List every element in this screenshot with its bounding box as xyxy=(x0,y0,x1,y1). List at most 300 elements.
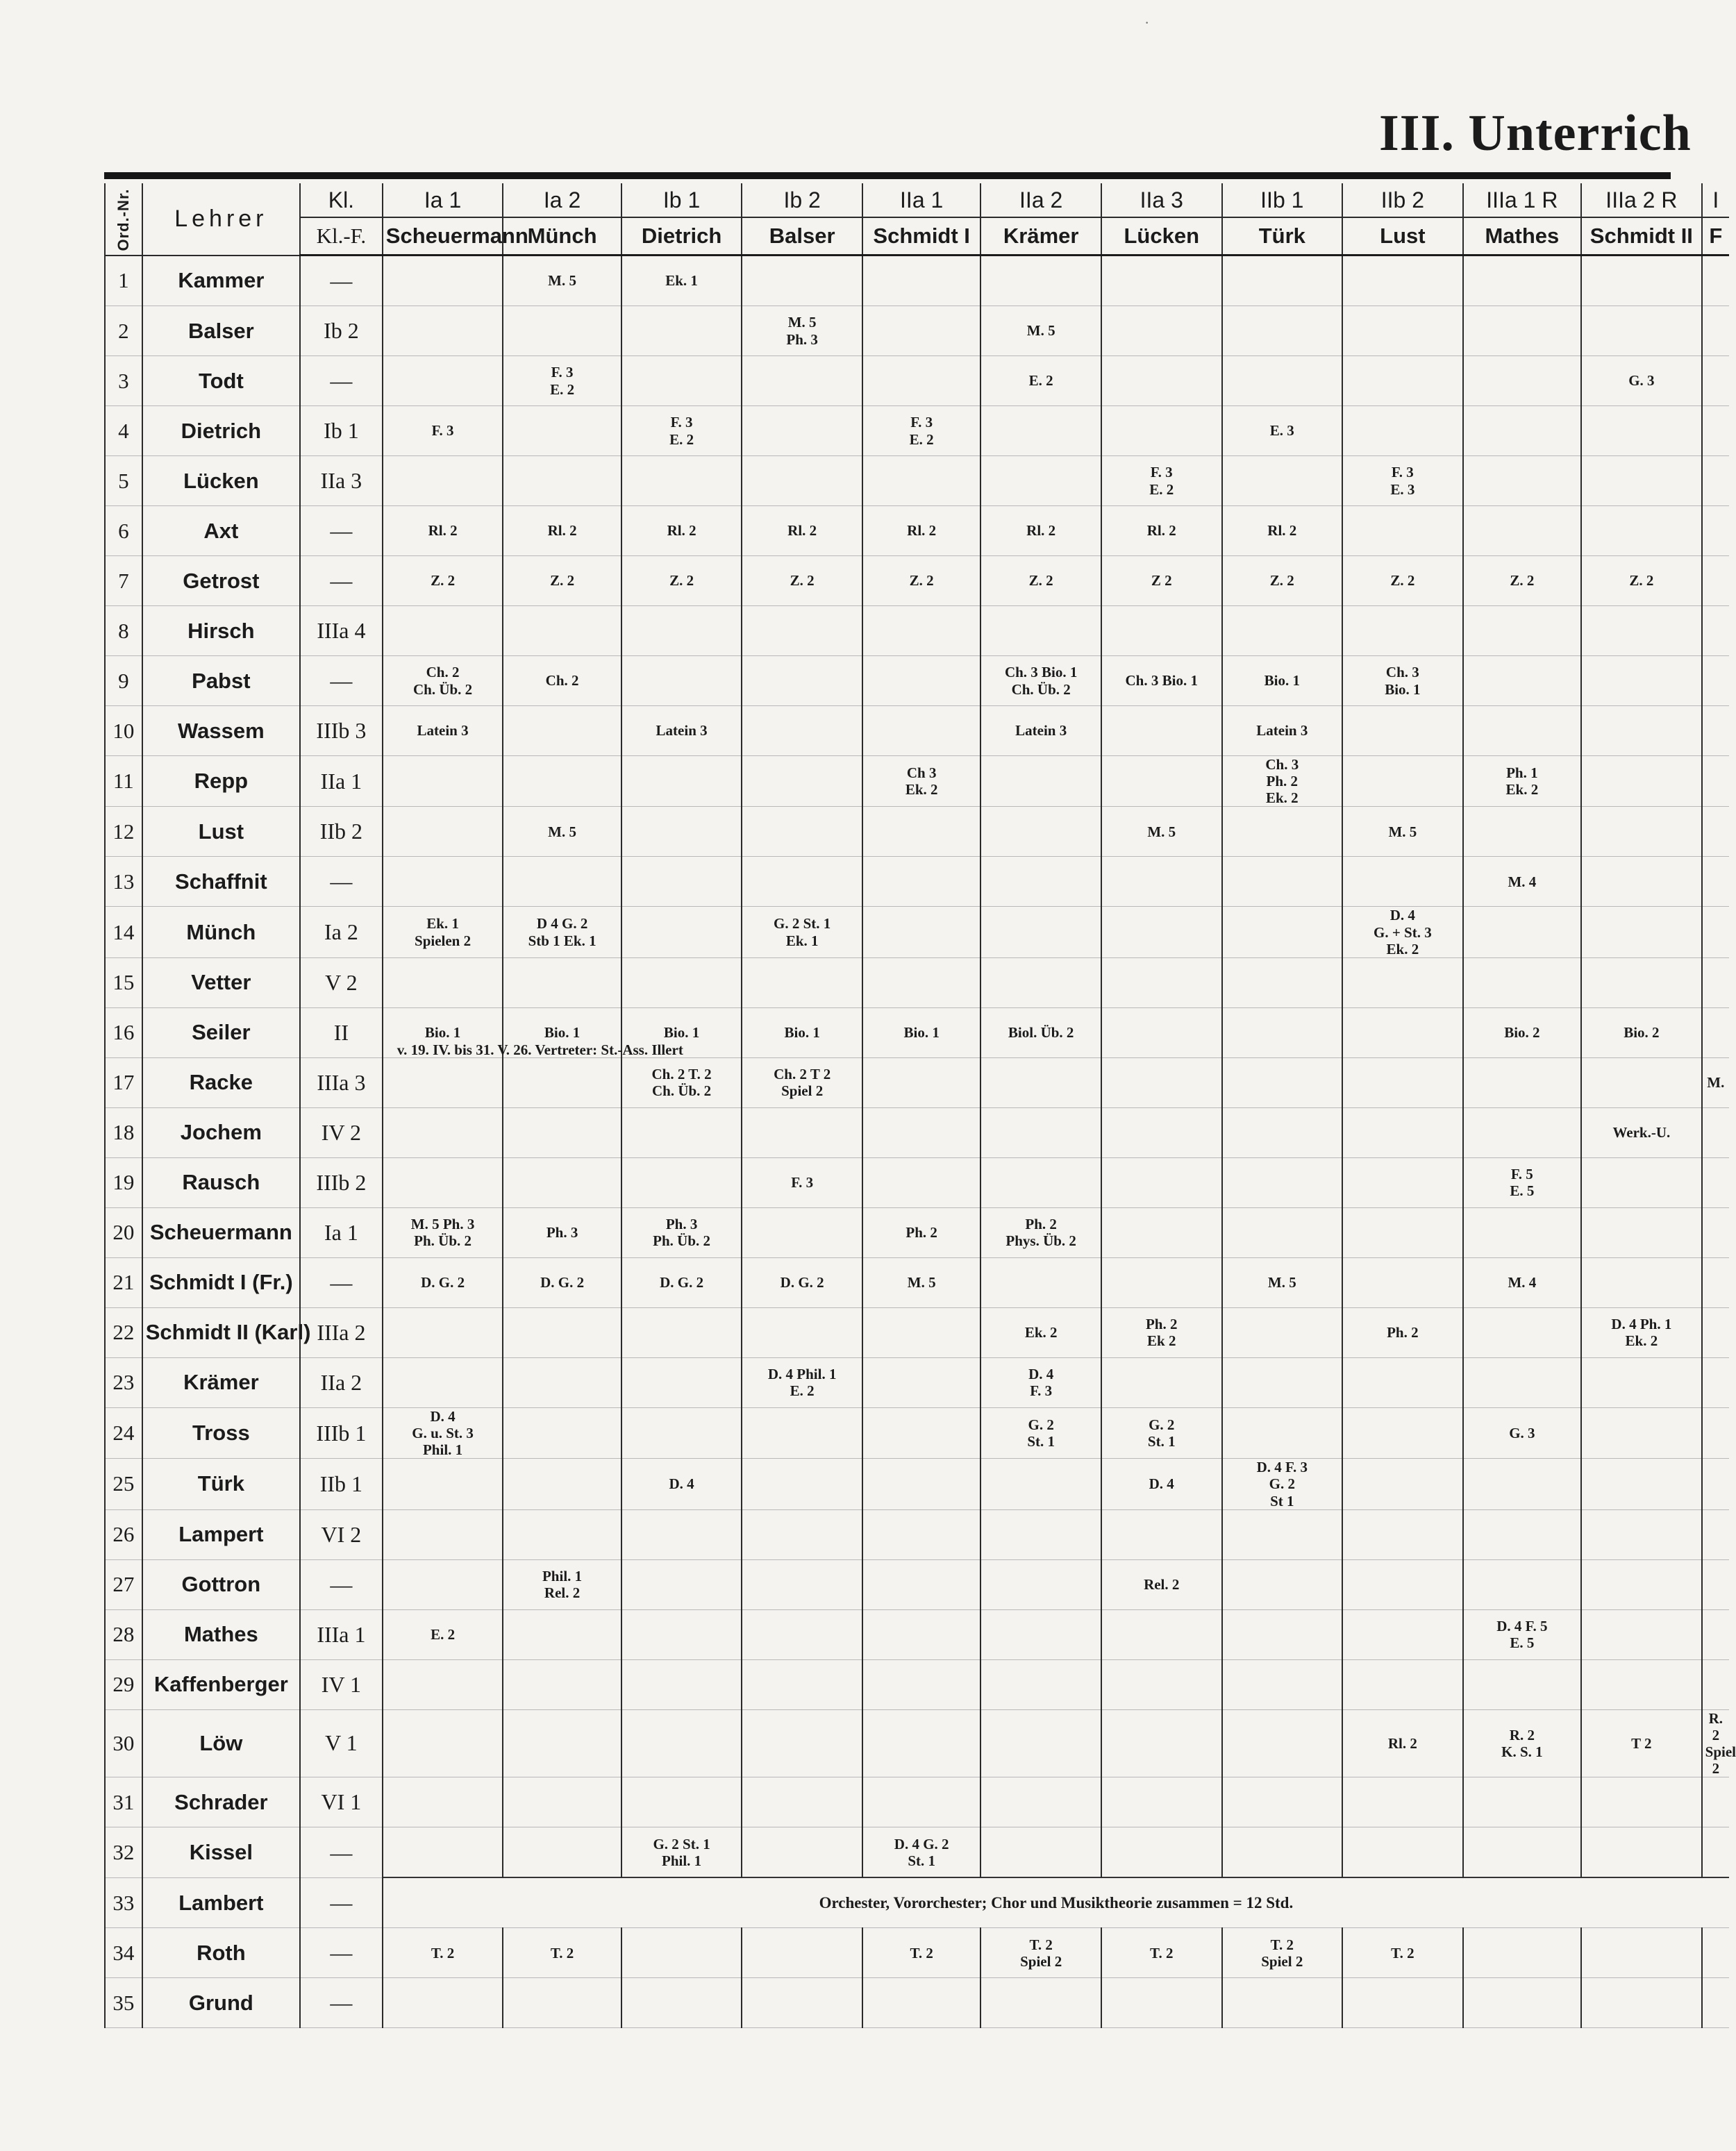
lesson-cell xyxy=(1222,1609,1343,1659)
lesson-cell xyxy=(980,456,1101,506)
lesson-cell xyxy=(503,1609,621,1659)
lesson-cell xyxy=(1702,656,1729,706)
lesson-cell: M. 5 xyxy=(980,306,1101,356)
lesson-cell xyxy=(1101,1509,1222,1559)
lesson-cell: Ch. 3 Ph. 2 Ek. 2 xyxy=(1222,756,1343,807)
lesson-cell xyxy=(862,1407,980,1458)
lesson-cell xyxy=(621,656,742,706)
lesson-cell xyxy=(1702,1007,1729,1057)
form-class: — xyxy=(300,556,383,606)
teacher-name: Lambert xyxy=(142,1877,300,1928)
lesson-cell xyxy=(862,1609,980,1659)
lesson-cell: Rel. 2 xyxy=(1101,1559,1222,1609)
ord-nr: 23 xyxy=(105,1357,142,1407)
lesson-cell: G. 2 St. 1 xyxy=(980,1407,1101,1458)
lesson-cell xyxy=(1101,1827,1222,1878)
lesson-cell: Rl. 2 xyxy=(503,506,621,556)
lesson-cell xyxy=(621,957,742,1007)
lesson-cell: D. 4 Ph. 1 Ek. 2 xyxy=(1581,1307,1702,1357)
lesson-cell xyxy=(621,907,742,957)
lesson-cell xyxy=(1342,506,1463,556)
lesson-cell: Z. 2 xyxy=(1342,556,1463,606)
ord-nr: 10 xyxy=(105,706,142,756)
kl-header: Kl. xyxy=(300,183,383,217)
lesson-cell: E. 2 xyxy=(383,1609,503,1659)
ord-nr: 25 xyxy=(105,1459,142,1509)
lesson-cell xyxy=(1702,1978,1729,2028)
lesson-cell: G. 2 St. 1 Phil. 1 xyxy=(621,1827,742,1878)
lesson-cell xyxy=(1342,1609,1463,1659)
form-class: Ib 1 xyxy=(300,406,383,456)
lesson-cell xyxy=(862,1559,980,1609)
lesson-cell xyxy=(1702,356,1729,406)
lesson-cell xyxy=(980,1659,1101,1709)
form-teacher-header: Mathes xyxy=(1463,217,1581,256)
teacher-name: Krämer xyxy=(142,1357,300,1407)
lesson-cell xyxy=(1581,1609,1702,1659)
lesson-cell: D. G. 2 xyxy=(621,1257,742,1307)
lesson-cell: D. 4 F. 3 G. 2 St 1 xyxy=(1222,1459,1343,1509)
lesson-cell xyxy=(1702,1157,1729,1207)
lesson-cell xyxy=(1463,1357,1581,1407)
lesson-cell xyxy=(503,857,621,907)
lesson-cell xyxy=(742,756,862,807)
teacher-name: Scheuermann xyxy=(142,1207,300,1257)
lesson-cell xyxy=(862,807,980,857)
lesson-cell xyxy=(980,1057,1101,1107)
ord-nr: 31 xyxy=(105,1777,142,1827)
lesson-cell xyxy=(1101,1257,1222,1307)
lesson-cell xyxy=(1101,1978,1222,2028)
lesson-cell xyxy=(1222,256,1343,306)
lesson-cell xyxy=(742,857,862,907)
lesson-cell: R. 2 Spiel 2 xyxy=(1702,1709,1729,1777)
lesson-distribution-table xyxy=(104,183,1736,2028)
lesson-cell xyxy=(1702,606,1729,656)
lesson-cell: D. 4 F. 3 xyxy=(980,1357,1101,1407)
lesson-cell xyxy=(621,1777,742,1827)
lesson-cell xyxy=(1222,456,1343,506)
lesson-cell xyxy=(1101,1057,1222,1107)
lesson-cell xyxy=(1702,756,1729,807)
teacher-name: Grund xyxy=(142,1978,300,2028)
form-class: IIIb 1 xyxy=(300,1407,383,1458)
lesson-cell xyxy=(503,1509,621,1559)
lesson-cell xyxy=(1702,1107,1729,1157)
lesson-cell xyxy=(980,957,1101,1007)
lesson-cell: Bio. 1 xyxy=(1222,656,1343,706)
lesson-cell: Ch. 3 Bio. 1 xyxy=(1342,656,1463,706)
lesson-cell xyxy=(1581,1157,1702,1207)
ord-nr: 1 xyxy=(105,256,142,306)
ord-nr: 15 xyxy=(105,957,142,1007)
lesson-cell xyxy=(1222,1107,1343,1157)
lesson-cell xyxy=(1581,1509,1702,1559)
lesson-cell xyxy=(1342,1509,1463,1559)
lesson-cell xyxy=(1101,1157,1222,1207)
ordnr-header: Ord.-Nr. xyxy=(105,183,142,256)
lesson-cell xyxy=(1101,756,1222,807)
teacher-name: Axt xyxy=(142,506,300,556)
lesson-cell: T. 2 Spiel 2 xyxy=(1222,1928,1343,1978)
form-class: IIIa 4 xyxy=(300,606,383,656)
lesson-cell xyxy=(383,756,503,807)
lesson-cell xyxy=(1702,1307,1729,1357)
lesson-cell: M. 5 xyxy=(1342,807,1463,857)
lesson-cell xyxy=(1581,1407,1702,1458)
lesson-cell xyxy=(1342,256,1463,306)
lesson-cell xyxy=(980,1459,1101,1509)
lesson-cell: Z. 2 xyxy=(383,556,503,606)
lesson-cell: M. 4 xyxy=(1463,1257,1581,1307)
lesson-cell xyxy=(503,1157,621,1207)
ord-nr: 33 xyxy=(105,1877,142,1928)
lesson-cell: D. 4 G. + St. 3 Ek. 2 xyxy=(1342,907,1463,957)
lesson-cell xyxy=(1463,1509,1581,1559)
class-header: IIb 1 xyxy=(1222,183,1343,217)
lesson-cell xyxy=(1463,506,1581,556)
lesson-cell xyxy=(383,1057,503,1107)
lesson-cell xyxy=(980,256,1101,306)
ord-nr: 8 xyxy=(105,606,142,656)
lesson-cell xyxy=(862,356,980,406)
lesson-cell xyxy=(1101,606,1222,656)
lesson-cell xyxy=(621,1928,742,1978)
form-teacher-header: Krämer xyxy=(980,217,1101,256)
lesson-cell xyxy=(503,1459,621,1509)
lesson-cell: T. 2 xyxy=(1101,1928,1222,1978)
lesson-cell xyxy=(1702,1609,1729,1659)
lesson-cell xyxy=(1222,1357,1343,1407)
form-class: IV 1 xyxy=(300,1659,383,1709)
lesson-cell xyxy=(742,706,862,756)
lesson-cell xyxy=(1101,1709,1222,1777)
lesson-cell xyxy=(862,706,980,756)
form-class: — xyxy=(300,356,383,406)
lesson-cell: Rl. 2 xyxy=(1101,506,1222,556)
lesson-cell xyxy=(742,1307,862,1357)
lesson-cell xyxy=(383,857,503,907)
lesson-cell xyxy=(980,1777,1101,1827)
ord-nr: 29 xyxy=(105,1659,142,1709)
ord-nr: 16 xyxy=(105,1007,142,1057)
lesson-cell: T. 2 xyxy=(383,1928,503,1978)
form-class: VI 1 xyxy=(300,1777,383,1827)
ord-nr: 34 xyxy=(105,1928,142,1978)
lesson-cell xyxy=(862,1459,980,1509)
teacher-row xyxy=(105,1509,1729,1559)
ord-nr: 18 xyxy=(105,1107,142,1157)
teacher-row xyxy=(105,1257,1729,1307)
lesson-cell xyxy=(980,1709,1101,1777)
lesson-cell: D. 4 G. 2 St. 1 xyxy=(862,1827,980,1878)
lesson-cell xyxy=(742,1928,862,1978)
lesson-cell xyxy=(980,907,1101,957)
lesson-cell xyxy=(1581,1659,1702,1709)
lesson-cell: Ch. 2 T 2 Spiel 2 xyxy=(742,1057,862,1107)
lesson-cell xyxy=(862,256,980,306)
teacher-name: Getrost xyxy=(142,556,300,606)
teacher-row xyxy=(105,506,1729,556)
lesson-cell xyxy=(621,1357,742,1407)
lesson-cell xyxy=(1222,1978,1343,2028)
lesson-cell: Bio. 1 xyxy=(503,1007,621,1057)
lesson-cell xyxy=(1222,306,1343,356)
lesson-cell xyxy=(1581,857,1702,907)
lesson-cell xyxy=(1463,957,1581,1007)
teacher-row xyxy=(105,1207,1729,1257)
lesson-cell xyxy=(1581,656,1702,706)
teacher-row xyxy=(105,1057,1729,1107)
lesson-cell xyxy=(383,1978,503,2028)
ord-nr: 17 xyxy=(105,1057,142,1107)
lesson-cell: Z. 2 xyxy=(503,556,621,606)
teacher-row xyxy=(105,1307,1729,1357)
lesson-cell: E. 2 xyxy=(980,356,1101,406)
lesson-cell xyxy=(980,1509,1101,1559)
lesson-cell: D. 4 xyxy=(621,1459,742,1509)
lesson-cell xyxy=(503,1357,621,1407)
lesson-cell xyxy=(862,1307,980,1357)
lesson-cell xyxy=(742,1509,862,1559)
class-header: IIIa 1 R xyxy=(1463,183,1581,217)
lesson-cell xyxy=(1463,356,1581,406)
lesson-cell xyxy=(862,907,980,957)
teacher-name: Racke xyxy=(142,1057,300,1107)
lesson-cell: D. 4 G. u. St. 3 Phil. 1 xyxy=(383,1407,503,1458)
lesson-cell xyxy=(1463,456,1581,506)
lesson-cell: Bio. 2 xyxy=(1581,1007,1702,1057)
lesson-cell xyxy=(862,606,980,656)
lesson-cell: Ch. 3 Bio. 1 Ch. Üb. 2 xyxy=(980,656,1101,706)
lesson-cell: Bio. 1 v. 19. IV. bis 31. V. 26. Vertreter: St.-Ass. Illert xyxy=(383,1007,503,1057)
lesson-cell xyxy=(1342,1207,1463,1257)
ord-nr: 2 xyxy=(105,306,142,356)
lesson-cell: Ek. 2 xyxy=(980,1307,1101,1357)
teacher-name: Dietrich xyxy=(142,406,300,456)
teacher-name: Vetter xyxy=(142,957,300,1007)
lesson-cell xyxy=(503,406,621,456)
lesson-cell xyxy=(1702,406,1729,456)
ord-nr: 13 xyxy=(105,857,142,907)
lesson-cell xyxy=(742,456,862,506)
lesson-cell: G. 3 xyxy=(1581,356,1702,406)
lesson-cell xyxy=(383,1777,503,1827)
lesson-cell xyxy=(503,957,621,1007)
lesson-cell xyxy=(742,406,862,456)
lesson-cell xyxy=(742,1559,862,1609)
lesson-cell xyxy=(980,1157,1101,1207)
lesson-cell xyxy=(742,1609,862,1659)
lesson-cell xyxy=(862,1777,980,1827)
teacher-name: Kammer xyxy=(142,256,300,306)
lesson-cell xyxy=(1702,1559,1729,1609)
lesson-cell xyxy=(1702,556,1729,606)
lesson-cell xyxy=(980,1257,1101,1307)
form-class: IIIa 3 xyxy=(300,1057,383,1107)
lesson-cell xyxy=(1702,506,1729,556)
lesson-cell: F. 3 E. 2 xyxy=(862,406,980,456)
lesson-cell xyxy=(1581,1559,1702,1609)
lesson-cell xyxy=(1702,1928,1729,1978)
lesson-cell xyxy=(1222,857,1343,907)
lesson-cell xyxy=(1222,1777,1343,1827)
form-teacher-header: Türk xyxy=(1222,217,1343,256)
lesson-cell xyxy=(980,756,1101,807)
form-class: — xyxy=(300,1978,383,2028)
lesson-cell xyxy=(1222,1559,1343,1609)
teacher-row xyxy=(105,1777,1729,1827)
lesson-cell xyxy=(383,1157,503,1207)
lesson-cell: Bio. 1 xyxy=(862,1007,980,1057)
lesson-cell: G. 2 St. 1 xyxy=(1101,1407,1222,1458)
ord-nr: 21 xyxy=(105,1257,142,1307)
lesson-cell xyxy=(503,1659,621,1709)
lesson-cell xyxy=(1702,907,1729,957)
lesson-cell: Ek. 1 xyxy=(621,256,742,306)
teacher-row xyxy=(105,556,1729,606)
lesson-cell xyxy=(1702,256,1729,306)
lesson-cell xyxy=(621,356,742,406)
lesson-cell xyxy=(1463,306,1581,356)
lesson-cell xyxy=(1581,1057,1702,1107)
teacher-row xyxy=(105,957,1729,1007)
lesson-cell: D. G. 2 xyxy=(383,1257,503,1307)
form-class: Ia 2 xyxy=(300,907,383,957)
lesson-cell xyxy=(1463,1978,1581,2028)
form-class: V 1 xyxy=(300,1709,383,1777)
lesson-cell: Rl. 2 xyxy=(383,506,503,556)
class-header: IIa 3 xyxy=(1101,183,1222,217)
lesson-cell: Rl. 2 xyxy=(1342,1709,1463,1777)
lesson-cell: M. 5 xyxy=(862,1257,980,1307)
lesson-cell xyxy=(862,1709,980,1777)
lesson-cell xyxy=(862,456,980,506)
teacher-row xyxy=(105,656,1729,706)
teacher-name: Lust xyxy=(142,807,300,857)
lesson-cell xyxy=(1702,1777,1729,1827)
teacher-row xyxy=(105,306,1729,356)
lesson-cell: Ch. 3 Bio. 1 xyxy=(1101,656,1222,706)
ord-nr: 22 xyxy=(105,1307,142,1357)
ord-nr: 27 xyxy=(105,1559,142,1609)
teacher-name: Jochem xyxy=(142,1107,300,1157)
lesson-cell xyxy=(383,1559,503,1609)
teacher-name: Schmidt II (Karl) xyxy=(142,1307,300,1357)
form-class: — xyxy=(300,857,383,907)
lesson-cell xyxy=(742,1207,862,1257)
ord-nr: 6 xyxy=(105,506,142,556)
form-teacher-header: F xyxy=(1702,217,1729,256)
ord-nr: 28 xyxy=(105,1609,142,1659)
lesson-cell xyxy=(621,606,742,656)
class-header: Ib 1 xyxy=(621,183,742,217)
lesson-cell xyxy=(1702,1659,1729,1709)
form-teacher-header: Münch xyxy=(503,217,621,256)
form-class: IIa 2 xyxy=(300,1357,383,1407)
lesson-cell xyxy=(742,606,862,656)
lesson-cell xyxy=(383,456,503,506)
lesson-cell xyxy=(1342,1978,1463,2028)
lesson-cell: Ph. 3 xyxy=(503,1207,621,1257)
lesson-cell xyxy=(1222,606,1343,656)
ord-nr: 11 xyxy=(105,756,142,807)
lesson-cell xyxy=(1581,306,1702,356)
ord-nr: 3 xyxy=(105,356,142,406)
lesson-cell xyxy=(503,456,621,506)
lesson-cell xyxy=(980,1827,1101,1878)
form-class: IIa 1 xyxy=(300,756,383,807)
lesson-cell xyxy=(980,1107,1101,1157)
teacher-name: Schrader xyxy=(142,1777,300,1827)
lesson-cell: Bio. 1 xyxy=(621,1007,742,1057)
lesson-cell: Ph. 2 xyxy=(862,1207,980,1257)
form-teacher-header: Lust xyxy=(1342,217,1463,256)
lesson-cell xyxy=(1581,506,1702,556)
class-header: IIa 1 xyxy=(862,183,980,217)
form-class: IIIb 2 xyxy=(300,1157,383,1207)
lesson-cell xyxy=(1581,706,1702,756)
lesson-cell: Latein 3 xyxy=(383,706,503,756)
lesson-cell xyxy=(1101,1007,1222,1057)
lesson-cell xyxy=(1222,957,1343,1007)
lesson-cell xyxy=(503,706,621,756)
teacher-name: Gottron xyxy=(142,1559,300,1609)
teacher-row xyxy=(105,857,1729,907)
header-rule xyxy=(104,172,1671,179)
lesson-cell xyxy=(621,1307,742,1357)
lesson-cell xyxy=(503,1307,621,1357)
teacher-name: Türk xyxy=(142,1459,300,1509)
teacher-name: Tross xyxy=(142,1407,300,1458)
lesson-cell xyxy=(1342,756,1463,807)
lesson-cell xyxy=(1581,1459,1702,1509)
lesson-cell xyxy=(1342,1659,1463,1709)
form-class: II xyxy=(300,1007,383,1057)
ord-nr: 4 xyxy=(105,406,142,456)
lesson-cell xyxy=(1101,1107,1222,1157)
lesson-cell xyxy=(1342,1559,1463,1609)
lesson-cell: Ph. 3 Ph. Üb. 2 xyxy=(621,1207,742,1257)
lesson-cell: T. 2 Spiel 2 xyxy=(980,1928,1101,1978)
lesson-cell: Phil. 1 Rel. 2 xyxy=(503,1559,621,1609)
lesson-cell xyxy=(383,306,503,356)
form-class: VI 2 xyxy=(300,1509,383,1559)
lesson-cell xyxy=(980,406,1101,456)
lesson-cell xyxy=(1463,1827,1581,1878)
teacher-name: Kissel xyxy=(142,1827,300,1878)
form-class: IIb 1 xyxy=(300,1459,383,1509)
teacher-name: Wassem xyxy=(142,706,300,756)
lesson-cell xyxy=(503,1777,621,1827)
lesson-cell: Ch. 2 T. 2 Ch. Üb. 2 xyxy=(621,1057,742,1107)
teacher-row xyxy=(105,606,1729,656)
lesson-cell xyxy=(1222,356,1343,406)
lesson-cell xyxy=(1581,957,1702,1007)
lesson-cell xyxy=(621,1709,742,1777)
ord-nr: 24 xyxy=(105,1407,142,1458)
lesson-cell: M. 5 xyxy=(503,256,621,306)
class-header: IIb 2 xyxy=(1342,183,1463,217)
lesson-cell xyxy=(503,306,621,356)
lesson-cell xyxy=(742,1777,862,1827)
lesson-cell xyxy=(503,1107,621,1157)
lesson-cell xyxy=(383,1459,503,1509)
lesson-cell xyxy=(503,756,621,807)
lesson-cell xyxy=(1222,1709,1343,1777)
lesson-cell xyxy=(742,1107,862,1157)
class-header: Ia 2 xyxy=(503,183,621,217)
